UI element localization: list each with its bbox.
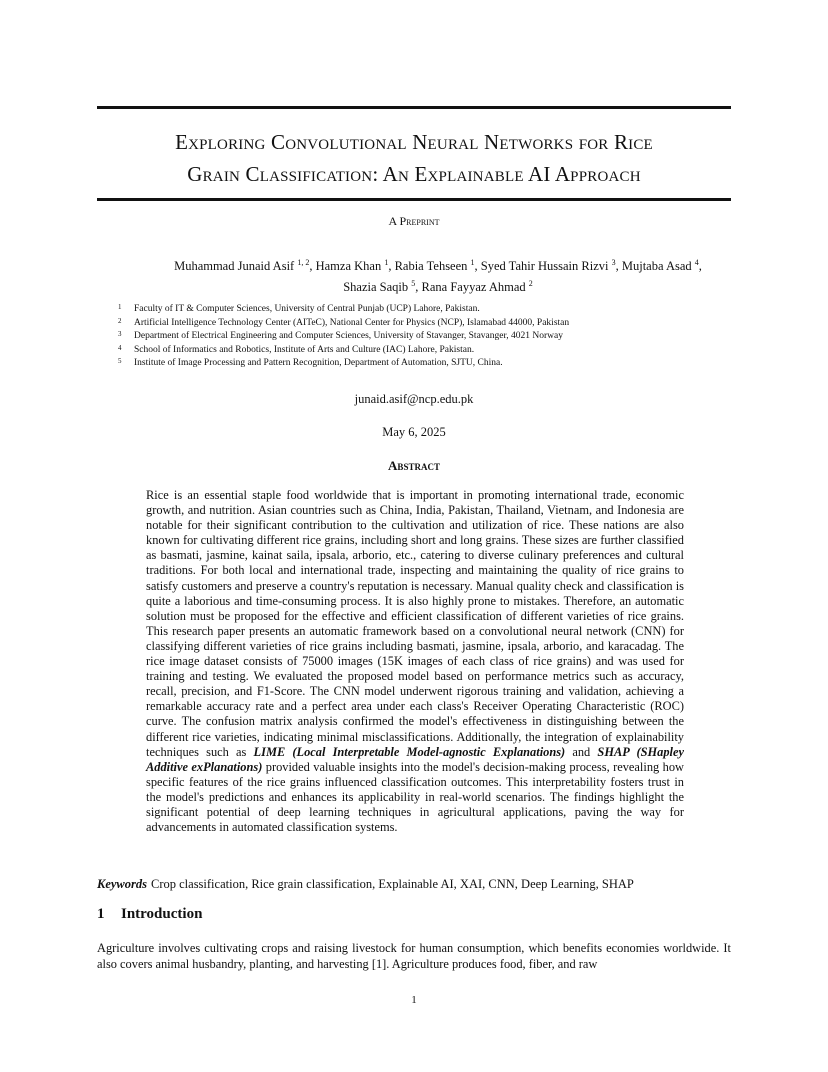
affiliation-item — [118, 357, 738, 371]
abstract-and: and — [565, 744, 598, 759]
author-affiliation-marker: 4 — [694, 258, 699, 267]
abstract-text-part1: Rice is an essential staple food worldwide that is important in promoting international trade, economic growth, and nutrition. Asian countries such as China, India, Pakistan, Thailand, Vietnam, and Indonesia are notable for their significant contribution to the cultivation and utilization of rice. These nations are also known for cultivating different rice grains, including short and long grains. These sizes are further classified as basmati, jasmine, kainat saila, ipsala, arborio, etc., catering to diverse culinary preferences and cultural traditions. For both local and international trade, inspecting and maintaining the quality of rice grains to satisfy customers and preserve a country's reputation is necessary. Manual quality check and classification is quite a laborious and time-consuming process. It is also highly prone to mistakes. Therefore, an automatic solution must be proposed for the effective and efficient classification of different varieties of rice grains. This research paper presents an automatic framework based on a convolutional neural network (CNN) for classifying different varieties of rice grains including basmati, jasmine, ipsala, arborio, and karacadag. The rice image dataset consists of 75000 images (15K images of each class of rice grains) and was used for training and testing. We evaluated the proposed model based on performance metrics such as accuracy, recall, precision, and F1-Score. The CNN model underwent rigorous training and validation, achieving a remarkable accuracy rate and a perfect area under each class's Receiver Operating Characteristic (ROC) curve. The confusion matrix analysis confirmed the model's effectiveness in distinguishing between the different rice varieties, indicating minimal misclassifications. Additionally, the integration of explainability techniques such as — [146, 488, 684, 759]
author-separator: , — [388, 259, 395, 274]
affiliation-number: 2 — [118, 316, 122, 325]
affiliation-number: 5 — [118, 357, 122, 365]
abstract-text-part2: provided valuable insights into the model's decision-making process, revealing how specific features of the rice grains influenced classification outcomes. This interpretability fosters trust in the model's predictions and enhances its applicability in real-world scenarios. The findings highlight the significant potential of deep learning techniques in agricultural applications, paving the way for advancements in automated classification systems. — [146, 759, 684, 835]
affiliation-item — [118, 330, 738, 344]
author-separator: , — [309, 259, 316, 274]
contact-email[interactable]: junaid.asif@ncp.edu.pk — [354, 392, 474, 406]
abstract-lime-term: LIME (Local Interpretable Model-agnostic Explanations) — [253, 744, 566, 759]
author-affiliation-marker: 3 — [611, 258, 616, 267]
author-affiliation-marker: 1, 2 — [297, 258, 310, 267]
author-name: Mujtaba Asad — [621, 259, 692, 274]
title-line-2: Grain Classification: An Explainable AI Approach — [187, 162, 641, 186]
introduction-paragraph: Agriculture involves cultivating crops and raising livestock for human consumption, which benefits economies worldwide. It also covers animal husbandry, planting, and harvesting [1]. Agriculture produces food, fiber, and raw — [97, 941, 731, 971]
paper-title — [97, 126, 731, 190]
affiliation-list — [118, 303, 738, 371]
affiliation-text: Institute of Image Processing and Pattern Recognition, Department of Automation, SJTU, China. — [134, 358, 503, 368]
keywords-text: Crop classification, Rice grain classification, Explainable AI, XAI, CNN, Deep Learning, SHAP — [151, 877, 634, 891]
title-top-rule — [97, 106, 731, 109]
author-name: Hamza Khan — [315, 259, 382, 274]
author-name: Rana Fayyaz Ahmad — [421, 280, 526, 295]
affiliation-number: 3 — [118, 330, 122, 338]
abstract-shap-term: SHAP (SHapley Additive exPlanations) — [146, 744, 684, 774]
preprint-label: A Preprint — [388, 214, 440, 228]
affiliation-item — [118, 344, 738, 358]
page-number: 1 — [411, 994, 417, 1006]
author-separator: , — [615, 259, 622, 274]
publication-date: May 6, 2025 — [382, 425, 446, 439]
affiliation-text: School of Informatics and Robotics, Institute of Arts and Culture (IAC) Lahore, Pakistan. — [134, 344, 475, 355]
author-list — [140, 254, 736, 296]
section-title: Introduction — [121, 906, 203, 922]
affiliation-item — [118, 317, 738, 331]
author-name: Muhammad Junaid Asif — [174, 259, 295, 274]
author-affiliation-marker: 2 — [528, 279, 533, 289]
title-line-1: Exploring Convolutional Neural Networks for Rice — [175, 130, 653, 154]
affiliation-text: Department of Electrical Engineering and Computer Sciences, University of Stavanger, Stavanger, 4021 Norway — [134, 331, 563, 341]
section-number: 1 — [97, 906, 105, 922]
affiliation-number: 1 — [118, 303, 122, 311]
keywords-line — [97, 877, 731, 892]
author-name: Rabia Tehseen — [394, 259, 468, 274]
author-name: Syed Tahir Hussain Rizvi — [480, 259, 609, 274]
affiliation-text: Faculty of IT & Computer Sciences, University of Central Punjab (UCP) Lahore, Pakistan. — [134, 304, 480, 314]
abstract-heading: Abstract — [388, 458, 440, 473]
author-separator: , — [474, 259, 481, 274]
keywords-label: Keywords — [97, 877, 147, 891]
author-affiliation-marker: 1 — [384, 258, 389, 267]
affiliation-item — [118, 303, 738, 317]
author-affiliation-marker: 5 — [411, 279, 416, 289]
abstract-body — [146, 488, 684, 835]
title-bottom-rule — [97, 198, 731, 201]
author-separator: , — [415, 280, 422, 295]
author-name: Shazia Saqib — [343, 280, 409, 295]
author-affiliation-marker: 1 — [470, 258, 475, 267]
affiliation-text: Artificial Intelligence Technology Center (AITeC), National Center for Physics (NCP), Islamabad 44000, Pakistan — [134, 317, 570, 328]
author-separator: , — [698, 259, 702, 274]
section-heading-introduction — [97, 906, 202, 923]
affiliation-number: 4 — [118, 343, 122, 352]
